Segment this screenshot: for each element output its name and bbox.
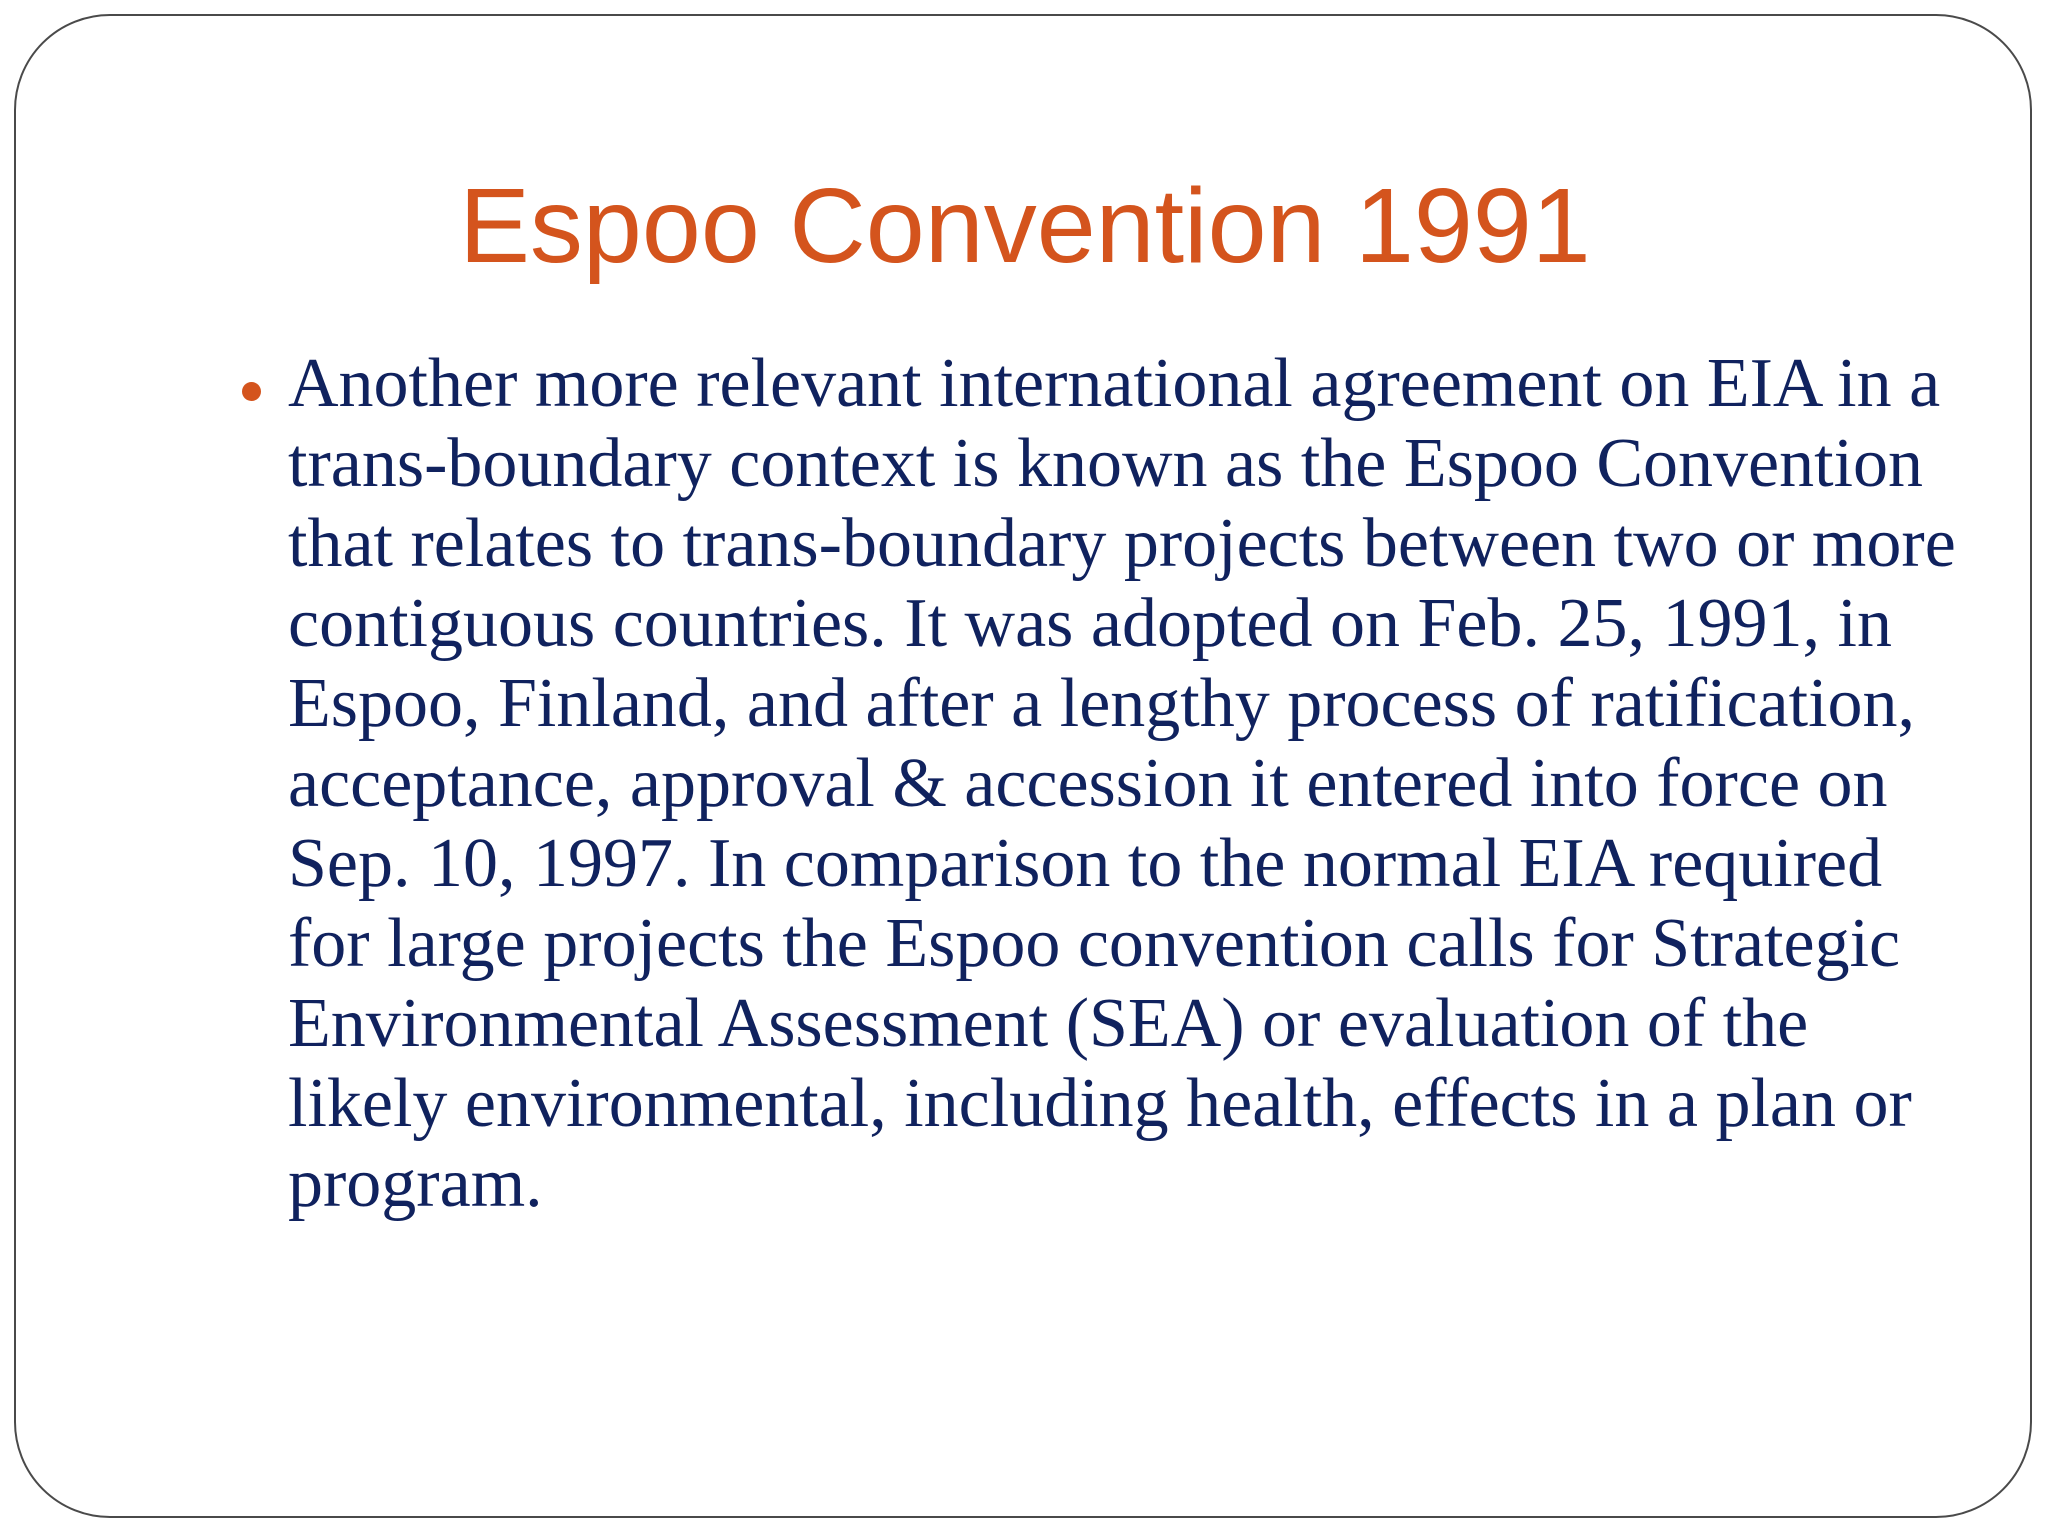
bullet-dot-icon — [242, 382, 261, 401]
bullet-list — [286, 344, 1966, 1224]
slide — [14, 14, 2032, 1518]
bullet-item — [286, 344, 1966, 1224]
slide-title: Espoo Convention 1991 — [459, 167, 1591, 285]
bullet-text: Another more relevant international agreement on EIA in a trans-boundary context is known as the Espoo Convention that relates to trans-boundary projects between two or more contiguous countries. It was adopted on Feb. 25, 1991, in Espoo, Finland, and after a lengthy process of ratification, acceptance, approval & accession it entered into force on Sep. 10, 1997. In comparison to the normal EIA required for large projects the Espoo convention calls for Strategic Environmental Assessment (SEA) or evaluation of the likely environmental, including health, effects in a plan or program. — [288, 345, 1956, 1222]
